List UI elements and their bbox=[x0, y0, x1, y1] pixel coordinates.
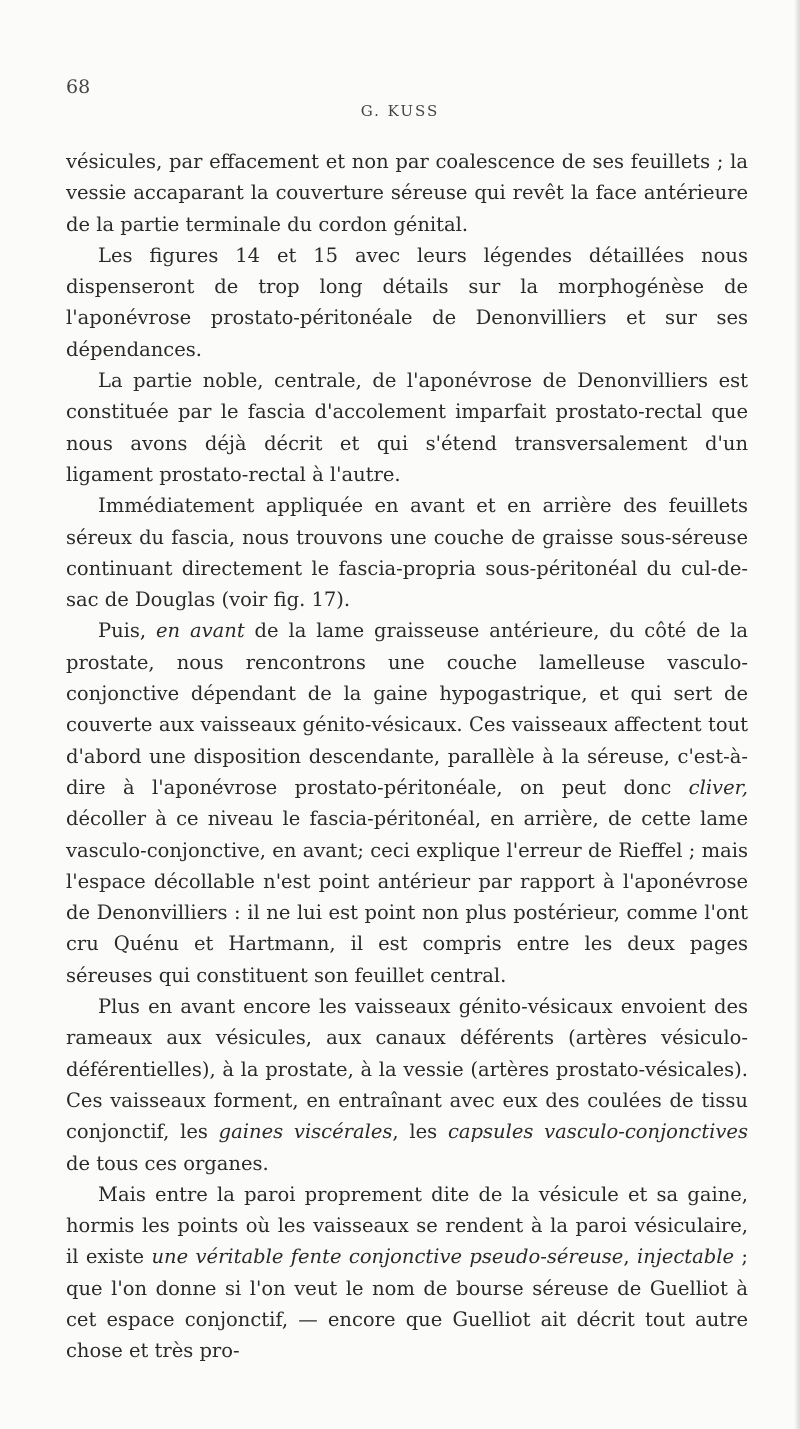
italic-run: capsules vasculo-conjonctives bbox=[447, 1120, 748, 1144]
italic-run: gaines viscérales bbox=[218, 1120, 393, 1144]
paragraph bbox=[66, 1179, 748, 1367]
running-head: G. KUSS bbox=[360, 102, 440, 120]
paragraph bbox=[66, 615, 748, 991]
text-run: Mais entre la paroi proprement dite de la vésicule et sa gaine, hormis les points où les vaisseaux se rendent à la paroi vésiculaire, il existe bbox=[66, 1182, 748, 1269]
text-run: décoller à ce niveau le fascia-péritonéal, en arrière, de cette lame vasculo-conjonctive, en avant; ceci explique l'erreur de Rieffel ; mais l'espace décollable n'est point antérieur par rapport à l'aponévrose de Denonvilliers : il ne lui est point non plus postérieur, comme l'ont cru Quénu et Hartmann, il est compris entre les deux pages séreuses qui constituent son feuillet central. bbox=[66, 807, 748, 987]
text-run: Plus en avant encore les vaisseaux génito-vésicaux envoient des rameaux aux vésicules, aux canaux déférents (artères vésiculo-déférentielles), à la prostate, à la vessie (artères prostato-vésicales). Ces vaisseaux forment, en entraînant avec eux des coulées de tissu conjonctif, les bbox=[66, 995, 748, 1144]
paragraph bbox=[66, 146, 748, 240]
text-run: de la lame graisseuse antérieure, du côté de la prostate, nous rencontrons une couche lamelleuse vasculo-conjonctive dépendant de la gaine hypogastrique, et qui sert de couverte aux vaisseaux génito-vésicaux. Ces vaisseaux affectent tout d'abord une disposition descendante, parallèle à la séreuse, c'est-à-dire à l'aponévrose prostato-péritonéale, on peut donc bbox=[66, 619, 748, 799]
italic-run: injectable bbox=[636, 1245, 735, 1269]
text-run: de tous ces organes. bbox=[66, 1151, 269, 1175]
paragraph bbox=[66, 991, 748, 1179]
paragraph bbox=[66, 365, 748, 490]
text-run: vésicules, par effacement et non par coalescence de ses feuillets ; la vessie accaparant la couverture séreuse qui revêt la face antérieure de la partie terminale du cordon génital. bbox=[66, 150, 748, 236]
italic-run: cliver, bbox=[688, 775, 748, 799]
paragraph bbox=[66, 240, 748, 365]
text-run: La partie noble, centrale, de l'aponévrose de Denonvilliers est constituée par le fascia d'accolement imparfait prostato-rectal que nous avons déjà décrit et qui s'étend transversalement d'un ligament prostato-rectal à l'autre. bbox=[66, 369, 748, 486]
text-run: Puis, bbox=[98, 619, 157, 643]
page-edge bbox=[794, 0, 800, 1429]
text-run: Les figures 14 et 15 avec leurs légendes détaillées nous dispenseront de trop long détails sur la morphogénèse de l'aponévrose prostato-péritonéale de Denonvilliers et sur ses dépendances. bbox=[66, 243, 748, 361]
page-number: 68 bbox=[66, 76, 91, 98]
italic-run: une véritable fente conjonctive pseudo-séreuse bbox=[151, 1245, 624, 1269]
text-run: Immédiatement appliquée en avant et en arrière des feuillets séreux du fascia, nous trouvons une couche de graisse sous-séreuse continuant directement le fascia-propria sous-péritonéal du cul-de-sac de Douglas (voir fig. 17). bbox=[66, 494, 748, 612]
italic-run: en avant bbox=[156, 619, 245, 643]
text-run: , les bbox=[392, 1120, 448, 1144]
paragraph bbox=[66, 490, 748, 615]
text-run: , bbox=[623, 1245, 637, 1269]
text-run: ; que l'on donne si l'on veut le nom de bourse séreuse de Guelliot à cet espace conjonctif, — encore que Guelliot ait décrit tout autre chose et très pro- bbox=[66, 1245, 749, 1363]
body-text bbox=[66, 146, 748, 1367]
